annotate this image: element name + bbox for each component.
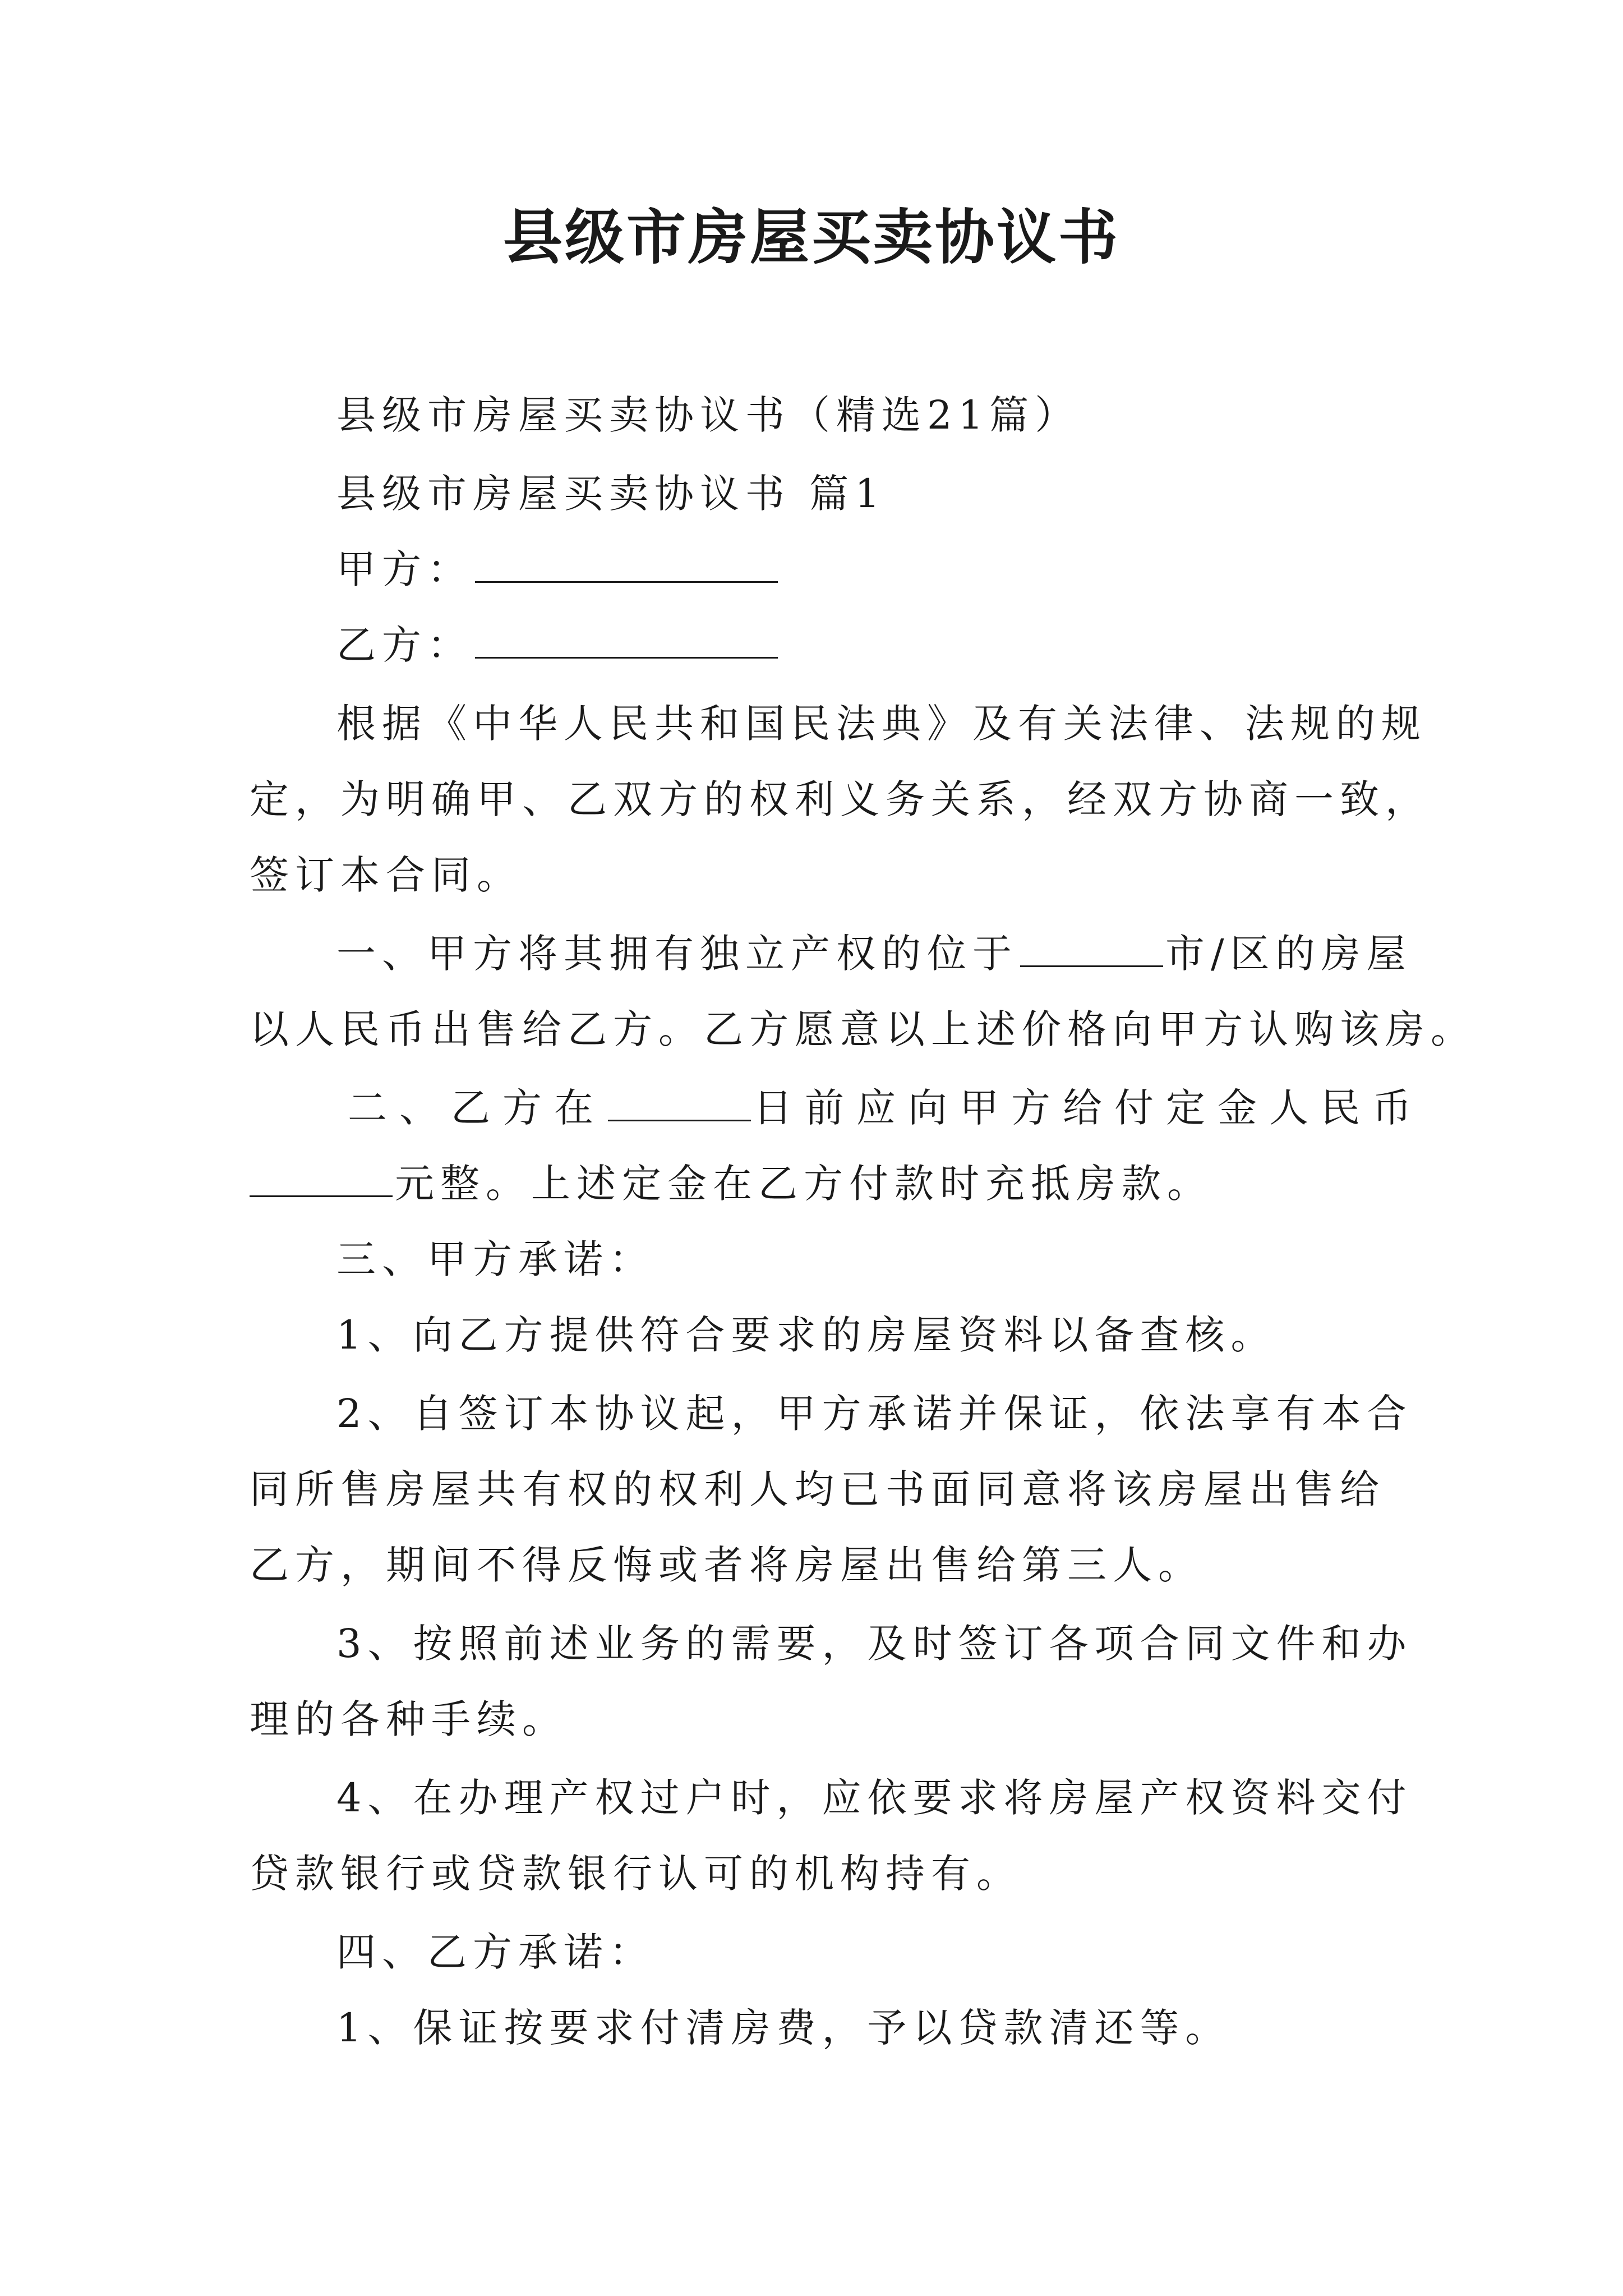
party-a-blank (475, 542, 778, 583)
subtitle: 县级市房屋买卖协议书（精选21篇） (336, 392, 1081, 438)
clause-4-item-1: 1、保证按要求付清房费，予以贷款清还等。 (336, 2005, 1231, 2051)
clause-4-heading: 四、乙方承诺： (336, 1929, 654, 1975)
clause-3-item-3-line-1: 3、按照前述业务的需要，及时签订各项合同文件和办 (336, 1621, 1413, 1667)
clause-3-item-3-line-2: 理的各种手续。 (250, 1696, 568, 1742)
clause-3-item-4-line-2: 贷款银行或贷款银行认可的机构持有。 (250, 1851, 1022, 1897)
party-a-line (250, 541, 1399, 597)
intro-paragraph-line-3: 签订本合同。 (250, 852, 522, 898)
section-heading: 县级市房屋买卖协议书 篇1 (336, 471, 886, 517)
intro-paragraph-line-1: 根据《中华人民共和国民法典》及有关法律、法规的规 (336, 701, 1427, 747)
clause-3-item-4-line-1: 4、在办理产权过户时，应依要求将房屋产权资料交付 (336, 1775, 1413, 1821)
party-a-label: 甲方： (336, 546, 473, 592)
intro-paragraph-line-2: 定，为明确甲、乙双方的权利义务关系，经双方协商一致， (250, 776, 1431, 822)
clause-3-heading: 三、甲方承诺： (336, 1236, 654, 1282)
deposit-amount-blank (250, 1156, 393, 1197)
party-b-label: 乙方： (336, 622, 473, 668)
party-b-line (250, 617, 1399, 673)
document-title: 县级市房屋买卖协议书 (503, 202, 1120, 272)
clause-3-item-2-line-2: 同所售房屋共有权的权利人均已书面同意将该房屋出售给 (250, 1466, 1385, 1512)
deposit-date-blank (608, 1080, 751, 1121)
clause-3-item-2-line-3: 乙方，期间不得反悔或者将房屋出售给第三人。 (250, 1542, 1204, 1588)
clause-1-line-2: 以人民币出售给乙方。乙方愿意以上述价格向甲方认购该房。 (250, 1006, 1476, 1052)
party-b-blank (475, 618, 778, 659)
clause-2-line-2: 元整。上述定金在乙方付款时充抵房款。 (250, 1156, 1399, 1212)
clause-3-item-1: 1、向乙方提供符合要求的房屋资料以备查核。 (336, 1312, 1276, 1358)
clause-3-item-2-line-1: 2、自签订本协议起，甲方承诺并保证，依法享有本合 (336, 1391, 1413, 1437)
city-district-blank (1020, 926, 1163, 967)
clause-1-line-1: 一、甲方将其拥有独立产权的位于 市/区的房屋 (250, 926, 1399, 982)
clause-2-line-1: 二、乙方在 日前应向甲方给付定金人民币 (250, 1080, 1399, 1136)
